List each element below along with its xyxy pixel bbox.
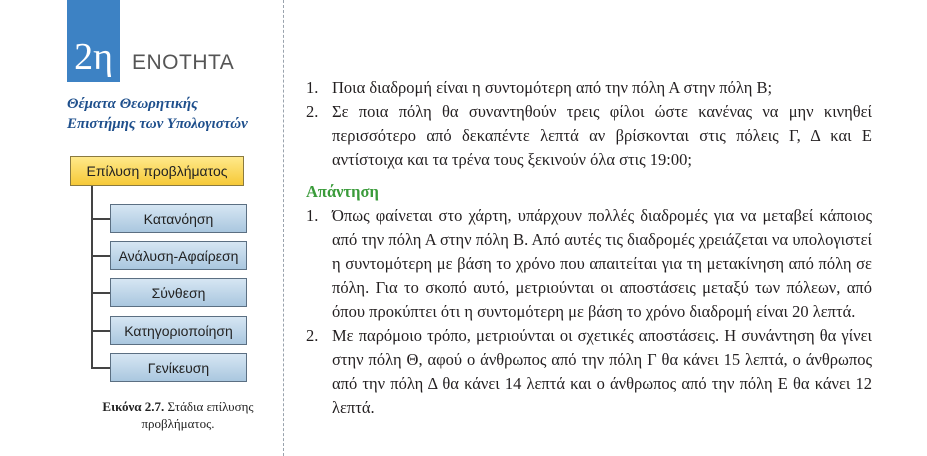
answer-item: [306, 324, 872, 420]
unit-number: 2η: [74, 36, 113, 78]
diagram-step-box: Κατηγοριοποίηση: [110, 316, 247, 345]
question-item: [306, 100, 872, 172]
sidebar-subtitle-line2: Επιστήμης των Υπολογιστών: [67, 116, 248, 132]
diagram-step-box: Σύνθεση: [110, 278, 247, 307]
diagram-trunk-line: [91, 186, 93, 368]
diagram-main-box: Επίλυση προβλήματος: [70, 156, 244, 186]
diagram-branch-line: [91, 330, 110, 332]
question-item: [306, 76, 872, 100]
column-divider: [283, 0, 284, 456]
sidebar-subtitle-line1: Θέματα Θεωρητικής: [67, 96, 198, 112]
diagram-branch-line: [91, 292, 110, 294]
diagram-step-box: Κατανόηση: [110, 204, 247, 233]
main-content: [306, 76, 872, 420]
answer-text: Όπως φαίνεται στο χάρτη, υπάρχουν πολλές διαδρομές για να μεταβεί κάποιος από την πόλη Α στην πόλη Β. Από αυτές τις διαδρομές χρειάζεται να υπολογιστεί η συντομότερη με βάση το χρόνο που απαιτείται για τη μετακίνηση από πόλη σε πόλη. Για το σκοπό αυτό, μετριούνται οι αποστάσεις μεταξύ των πόλεων, από όπου προκύπτει ότι η συντομότερη με βάση το χρόνο διαδρομή είναι 20 λεπτά.: [332, 206, 872, 321]
answer-heading: Απάντηση: [306, 182, 379, 201]
unit-label: ΕΝΟΤΗΤΑ: [132, 51, 235, 74]
question-number: 2.: [306, 102, 319, 121]
sidebar-subtitle: [67, 94, 277, 134]
diagram-branch-line: [91, 255, 110, 257]
question-number: 1.: [306, 78, 319, 97]
diagram-step-box: Ανάλυση-Αφαίρεση: [110, 241, 247, 270]
answer-item: [306, 204, 872, 324]
diagram-step-box: Γενίκευση: [110, 353, 247, 382]
answer-text: Με παρόμοιο τρόπο, μετριούνται οι σχετικές αποστάσεις. Η συνάντηση θα γίνει στην πόλη Θ, αφού ο άνθρωπος από την πόλη Γ θα κάνει 15 λεπτά, ο άνθρωπος από την πόλη Δ θα κάνει 14 λεπτά και ο άνθρωπος από την πόλη Ε θα κάνει 12 λεπτά.: [332, 326, 872, 417]
figure-caption-text: Στάδια επίλυσης προβλήματος.: [141, 399, 254, 431]
question-text: Σε ποια πόλη θα συναντηθούν τρεις φίλοι ώστε κανένας να μην κινηθεί περισσότερο από δεκαπέντε λεπτά αν βρίσκονται στις πόλεις Γ, Δ και Ε αντίστοιχα και τα τρένα τους ξεκινούν όλα στις 19:00;: [332, 102, 872, 169]
figure-caption: [68, 398, 288, 432]
question-text: Ποια διαδρομή είναι η συντομότερη από την πόλη Α στην πόλη Β;: [332, 78, 773, 97]
unit-number-badge: [67, 0, 120, 82]
diagram-branch-line: [91, 218, 110, 220]
answer-number: 2.: [306, 326, 319, 345]
diagram-branch-line: [91, 367, 110, 369]
figure-caption-label: Εικόνα 2.7.: [102, 399, 165, 414]
answer-number: 1.: [306, 206, 319, 225]
